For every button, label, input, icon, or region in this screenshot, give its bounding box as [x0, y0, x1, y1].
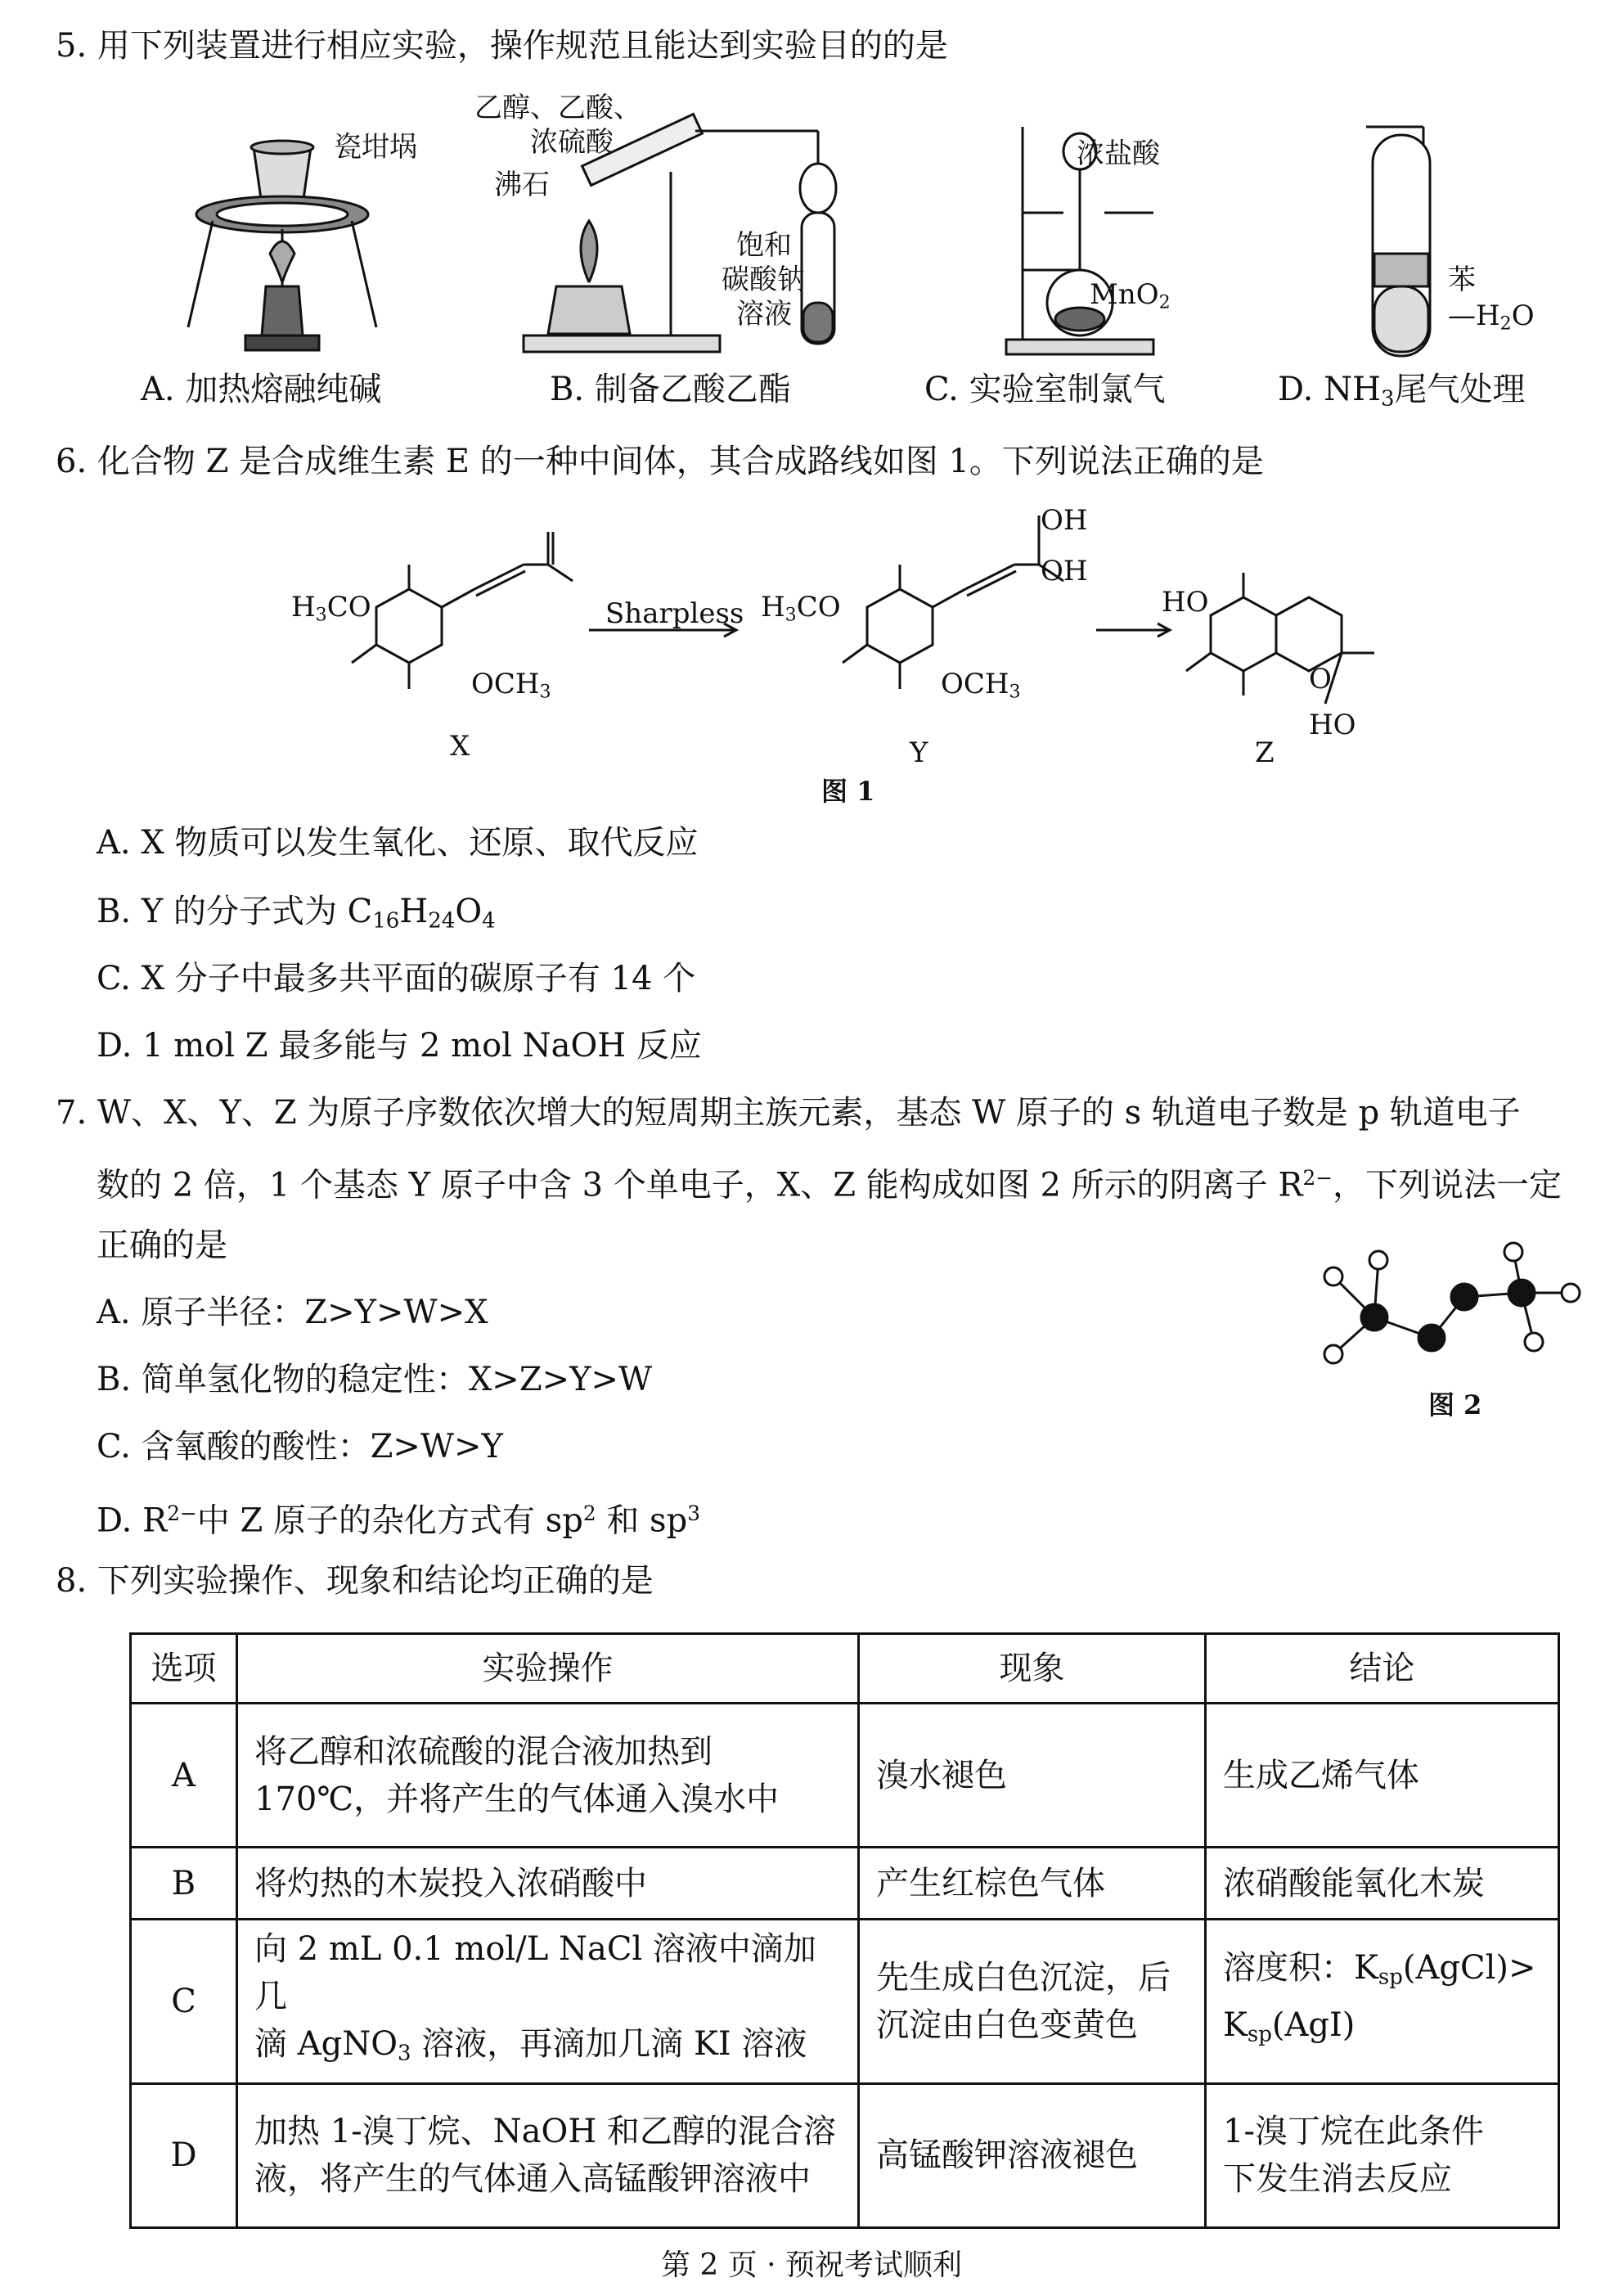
row-b-conclusion: 浓硝酸能氧化木炭 — [1206, 1848, 1559, 1920]
z-ho-label-bottom: HO — [1309, 709, 1356, 741]
row-b-operation: 将灼热的木炭投入浓硝酸中 — [237, 1848, 859, 1920]
label-water: $—H_2O$ — [1448, 299, 1535, 335]
row-c-conclusion-line2: $K_{sp}(AgI)$ — [1223, 2006, 1355, 2047]
row-d-conclusion-line1: 1-溴丁烷在此条件 — [1223, 2113, 1484, 2150]
figure-1-caption: 图 1 — [821, 776, 875, 807]
row-a-option[interactable]: A — [131, 1704, 237, 1848]
table-row — [131, 1920, 1559, 2084]
row-b-phenomenon: 产生红棕色气体 — [859, 1848, 1206, 1920]
row-d-conclusion — [1206, 2083, 1559, 2227]
row-d-operation — [237, 2083, 859, 2227]
row-d-option[interactable]: D — [131, 2083, 237, 2227]
row-c-option[interactable]: C — [131, 1920, 237, 2084]
q7-option-a[interactable]: A. 原子半径：Z>Y>W>X — [97, 1294, 488, 1331]
page-footer: 第 2 页 · 预祝考试顺利 — [660, 2249, 963, 2282]
row-c-conclusion-line1: 溶度积：$K_{sp}(AgCl)>$ — [1223, 1949, 1536, 1990]
y-oh-label-top: OH — [1041, 504, 1088, 537]
row-c-operation — [237, 1920, 859, 2084]
row-d-operation-line1: 加热 1-溴丁烷、NaOH 和乙醇的混合溶 — [254, 2113, 836, 2150]
header-phenomenon: 现象 — [859, 1634, 1206, 1704]
apparatus-d-test-tube-icon — [1358, 123, 1456, 360]
label-saturated-line1: 饱和 — [736, 229, 792, 262]
label-boiling-chips: 沸石 — [494, 169, 550, 201]
row-d-conclusion-line2: 下发生消去反应 — [1223, 2160, 1452, 2198]
q6-stem: 6. 化合物 Z 是合成维生素 E 的一种中间体，其合成路线如图 1。下列说法正确的是 — [56, 443, 1264, 480]
table-row — [131, 1704, 1559, 1848]
q7-stem-line3: 正确的是 — [97, 1227, 227, 1264]
table-header-row — [131, 1634, 1559, 1704]
q5-option-c[interactable]: C. 实验室制氯气 — [924, 371, 1166, 408]
q5-option-d[interactable]: D. $NH_3$尾气处理 — [1278, 371, 1526, 412]
molecule-z-structure — [1186, 573, 1374, 704]
label-mno2: MnO$_2$ — [1090, 278, 1171, 313]
label-y: Y — [910, 736, 928, 769]
row-b-option[interactable]: B — [131, 1848, 237, 1920]
q6-option-b[interactable]: B. Y 的分子式为 $C_{16}H_{24}O_4$ — [97, 893, 496, 934]
row-c-operation-line2: 滴 AgNO$_3$ 溶液，再滴加几滴 KI 溶液 — [254, 2025, 807, 2066]
q7-stem-line1: 7. W、X、Y、Z 为原子序数依次增大的短周期主族元素，基态 W 原子的 s 轨道电子数是 p 轨道电子 — [56, 1094, 1521, 1132]
q7-option-b[interactable]: B. 简单氢化物的稳定性：X>Z>Y>W — [97, 1361, 653, 1398]
row-c-conclusion — [1206, 1920, 1559, 2084]
reagent-sharpless: Sharpless — [605, 597, 744, 630]
reaction-arrow-2 — [1096, 624, 1170, 637]
row-a-phenomenon: 溴水褪色 — [859, 1704, 1206, 1848]
row-c-phenomenon — [859, 1920, 1206, 2084]
table-row — [131, 1848, 1559, 1920]
label-z: Z — [1255, 736, 1275, 769]
header-option: 选项 — [131, 1634, 237, 1704]
x-h3co-label: $H_3CO$ — [291, 591, 371, 626]
row-a-conclusion: 生成乙烯气体 — [1206, 1704, 1559, 1848]
label-saturated-line2: 碳酸钠 — [722, 263, 805, 296]
q7-option-d[interactable]: D. $R^{2-}$中 Z 原子的杂化方式有 $sp^2$ 和 $sp^3$ — [97, 1501, 700, 1540]
header-operation: 实验操作 — [237, 1634, 859, 1704]
q5-stem: 5. 用下列装置进行相应实验，操作规范且能达到实验目的的是 — [56, 27, 948, 65]
q7-stem-line2: 数的 2 倍，1 个基态 Y 原子中含 3 个单电子，X、Z 能构成如图 2 所示的阴离子 $R^{2-}$，下列说法一定 — [97, 1166, 1562, 1204]
molecule-y-structure — [843, 515, 1063, 689]
y-oh-label-bottom: OH — [1041, 555, 1088, 588]
row-c-phenomenon-line1: 先生成白色沉淀，后 — [876, 1958, 1171, 1997]
label-crucible: 瓷坩埚 — [334, 131, 417, 164]
table-row — [131, 2083, 1559, 2227]
z-ho-label: HO — [1162, 586, 1209, 619]
row-c-operation-line1: 向 2 mL 0.1 mol/L NaCl 溶液中滴加几 — [254, 1930, 816, 2015]
q8-stem: 8. 下列实验操作、现象和结论均正确的是 — [56, 1562, 654, 1600]
row-d-operation-line2: 液，将产生的气体通入高锰酸钾溶液中 — [254, 2160, 811, 2198]
label-benzene: 苯 — [1448, 263, 1476, 296]
label-saturated-line3: 溶液 — [736, 298, 792, 331]
label-reagents-line2: 浓硫酸 — [530, 126, 614, 159]
label-reagents-line1: 乙醇、乙酸、 — [474, 92, 641, 124]
row-d-phenomenon: 高锰酸钾溶液褪色 — [859, 2083, 1206, 2227]
y-och3-label: $OCH_3$ — [941, 668, 1021, 703]
row-a-operation-line2: 170℃，并将产生的气体通入溴水中 — [254, 1780, 780, 1818]
row-a-operation-line1: 将乙醇和浓硫酸的混合液加热到 — [254, 1732, 713, 1771]
figure-2-caption: 图 2 — [1428, 1389, 1482, 1420]
molecule-x-structure — [352, 532, 573, 689]
label-conc-hcl: 浓盐酸 — [1077, 137, 1160, 170]
z-o-label: O — [1309, 663, 1332, 696]
q6-option-d[interactable]: D. 1 mol Z 最多能与 2 mol NaOH 反应 — [97, 1027, 702, 1065]
q5-option-a[interactable]: A. 加热熔融纯碱 — [141, 371, 382, 408]
y-h3co-label: $H_3CO$ — [761, 591, 841, 626]
q5-option-b[interactable]: B. 制备乙酸乙酯 — [550, 371, 791, 408]
q7-option-c[interactable]: C. 含氧酸的酸性：Z>W>Y — [97, 1428, 503, 1465]
x-och3-label: $OCH_3$ — [471, 668, 551, 703]
q6-option-c[interactable]: C. X 分子中最多共平面的碳原子有 14 个 — [97, 960, 696, 997]
figure-2-anion-structure — [1309, 1244, 1587, 1383]
row-c-phenomenon-line2: 沉淀由白色变黄色 — [876, 2006, 1138, 2044]
row-a-operation — [237, 1704, 859, 1848]
q8-experiment-table — [129, 1632, 1560, 2229]
header-conclusion: 结论 — [1206, 1634, 1559, 1704]
label-x: X — [450, 730, 470, 763]
q6-option-a[interactable]: A. X 物质可以发生氧化、还原、取代反应 — [97, 824, 699, 862]
